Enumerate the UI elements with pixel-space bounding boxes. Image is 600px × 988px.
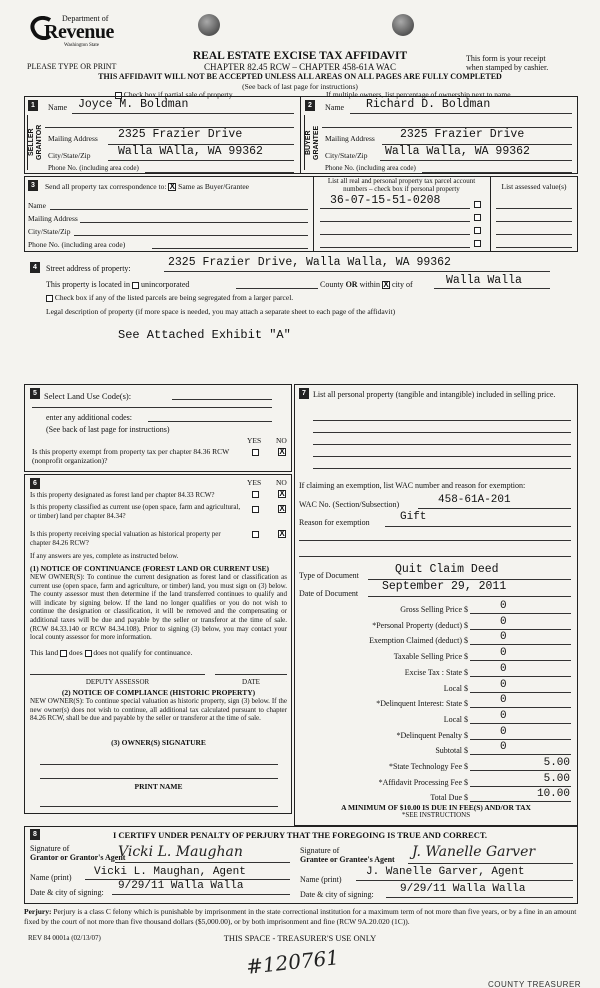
or-label: OR xyxy=(345,280,358,289)
buyer-address-label: Mailing Address xyxy=(325,134,375,143)
unincorporated-label: unincorporated xyxy=(140,280,190,289)
deputy-date-label: DATE xyxy=(242,678,260,686)
fee-value[interactable]: 0 xyxy=(500,710,507,722)
reason-label: Reason for exemption xyxy=(299,518,370,527)
fee-label: *Delinquent Penalty $ xyxy=(396,731,468,740)
if-yes-note: If any answers are yes, complete as instructed below. xyxy=(30,552,179,560)
grantee-printed-name[interactable]: J. Wanelle Garver, Agent xyxy=(366,866,525,878)
located-in-label: This property is located in xyxy=(46,280,130,289)
fee-label: *Affidavit Processing Fee $ xyxy=(378,778,468,787)
this-land-label: This land xyxy=(30,648,59,657)
fee-underline xyxy=(470,660,571,661)
grantor-sig-label-1: Signature of xyxy=(30,844,70,853)
form-instructions: (See back of last page for instructions) xyxy=(242,82,358,91)
fee-underline xyxy=(470,644,571,645)
buyer-name[interactable]: Richard D. Boldman xyxy=(366,98,491,111)
fee-label: *Delinquent Interest: State $ xyxy=(376,699,468,708)
partial-sale-label: Check box if partial sale of property xyxy=(123,90,233,99)
historic-yes-checkbox[interactable] xyxy=(252,531,259,538)
owner-signature-title: (3) OWNER(S) SIGNATURE xyxy=(111,738,206,747)
personal-property-checkbox-1[interactable] xyxy=(474,201,481,208)
fee-underline xyxy=(470,770,571,771)
grantee-date-city[interactable]: 9/29/11 Walla Walla xyxy=(400,883,526,895)
fee-label: Local $ xyxy=(443,684,468,693)
grantee-sig-label-1: Signature of xyxy=(300,846,340,855)
land-use-yes-header: YES xyxy=(247,436,262,445)
receipt-note-1: This form is your receipt xyxy=(466,54,546,63)
buyer-phone-label: Phone No. (including area code) xyxy=(325,164,416,172)
wac-number[interactable]: 458-61A-201 xyxy=(438,494,511,506)
same-as-buyer-checkbox[interactable]: X xyxy=(169,182,175,192)
property-street[interactable]: 2325 Frazier Drive, Walla Walla, WA 99362 xyxy=(168,256,451,269)
seller-side-label: SELLER GRANTOR xyxy=(27,115,43,170)
type-or-print: PLEASE TYPE OR PRINT xyxy=(27,62,117,71)
fee-value[interactable]: 0 xyxy=(500,616,507,628)
fee-label: *Personal Property (deduct) $ xyxy=(372,621,468,630)
does-not-label: does not xyxy=(93,648,119,657)
fee-underline xyxy=(470,676,571,677)
fee-label: Taxable Selling Price $ xyxy=(393,652,468,661)
unincorporated-checkbox[interactable] xyxy=(132,282,139,289)
segregated-checkbox[interactable] xyxy=(46,295,53,302)
fee-label: Local $ xyxy=(443,715,468,724)
fee-value[interactable]: 0 xyxy=(500,694,507,706)
fee-underline xyxy=(470,707,571,708)
wac-label: WAC No. (Section/Subsection) xyxy=(299,500,400,509)
notice-compliance-text: NEW OWNER(S): To continue special valuation as historic property, sign (3) below. If the new owner(s) does not wish to continue, all additional tax calculated pursuant to chapter 84.26 RCW, shall be due and payable by the seller or transferor at the time of sale. xyxy=(30,697,287,723)
print-name-label: PRINT NAME xyxy=(134,782,183,791)
section-3-number: 3 xyxy=(28,180,38,191)
personal-property-checkbox-2[interactable] xyxy=(474,214,481,221)
corr-heading-row xyxy=(45,182,249,191)
seller-name[interactable]: Joyce M. Boldman xyxy=(78,98,189,111)
doc-date-label: Date of Document xyxy=(299,589,359,598)
corr-heading: Send all property tax correspondence to: xyxy=(45,182,167,191)
perjury-note xyxy=(24,907,578,926)
section-6 xyxy=(24,474,292,814)
buyer-city[interactable]: Walla Walla, WA 99362 xyxy=(385,145,530,158)
within-city-checkbox[interactable]: X xyxy=(383,280,389,290)
doc-type-label: Type of Document xyxy=(299,571,359,580)
fee-value[interactable]: 0 xyxy=(500,631,507,643)
grantee-date-label: Date & city of signing: xyxy=(300,890,374,899)
grantor-date-city[interactable]: 9/29/11 Walla Walla xyxy=(118,880,244,892)
form-warning: THIS AFFIDAVIT WILL NOT BE ACCEPTED UNLESS ALL AREAS ON ALL PAGES ARE FULLY COMPLETED xyxy=(98,72,502,81)
perjury-label: Perjury: xyxy=(24,907,52,916)
section-1-number: 1 xyxy=(28,100,38,111)
forest-question: Is this property designated as forest land per chapter 84.33 RCW? xyxy=(30,491,215,499)
notice-continuance-title: (1) NOTICE OF CONTINUANCE (FOREST LAND OR CURRENT USE) xyxy=(30,564,270,573)
historic-no-checkbox[interactable]: X xyxy=(279,529,285,538)
property-city[interactable]: Walla Walla xyxy=(446,274,522,287)
fee-value[interactable]: 0 xyxy=(500,663,507,675)
city-of-label: city of xyxy=(392,280,413,289)
legal-label: Legal description of property (if more space is needed, you may attach a separate sheet to each page of the affidavit) xyxy=(46,307,396,316)
this-land-row xyxy=(30,648,192,657)
receipt-note-2: when stamped by cashier. xyxy=(466,63,549,72)
see-instructions-note: *SEE INSTRUCTIONS xyxy=(401,811,471,819)
fee-label: Subtotal $ xyxy=(435,746,468,755)
same-as-buyer-label: Same as Buyer/Grantee xyxy=(178,182,249,191)
s6-yes-header: YES xyxy=(247,478,262,487)
buyer-city-label: City/State/Zip xyxy=(325,151,368,160)
fee-value[interactable]: 5.00 xyxy=(543,773,570,785)
seller-address-label: Mailing Address xyxy=(48,134,98,143)
section-7-number: 7 xyxy=(299,388,309,399)
corr-address-label: Mailing Address xyxy=(28,214,78,223)
exemption-heading: If claiming an exemption, list WAC number and reason for exemption: xyxy=(299,481,526,490)
parcel-heading-2: numbers – check box if personal property xyxy=(343,185,460,193)
fee-label: Total Due $ xyxy=(430,793,468,802)
grantor-printed-name[interactable]: Vicki L. Maughan, Agent xyxy=(94,866,246,878)
parcel-heading-1: List all real and personal property tax parcel account xyxy=(327,177,476,185)
corr-city-label: City/State/Zip xyxy=(28,227,71,236)
county-treasurer-stamp: COUNTY TREASURER xyxy=(488,980,582,988)
fee-underline xyxy=(470,739,571,740)
historic-question: Is this property receiving special valuation as historical property per chapter 84.26 RCW? xyxy=(30,530,221,547)
within-label: within xyxy=(359,280,381,289)
perjury-text: Perjury is a class C felony which is punishable by imprisonment in the state correctional institution for a maximum term of not more than five years, or by a fine in an amount fixed by the court of not more than five thousand dollars ($5,000.00), or by both imprisonment and fine (RCW 9A.20.020 (1C)). xyxy=(24,907,577,926)
land-use-heading: Select Land Use Code(s): xyxy=(44,391,132,401)
segregated-row xyxy=(46,293,293,302)
grantee-name-label: Name (print) xyxy=(300,875,342,884)
section-4-number: 4 xyxy=(30,262,40,273)
parcel-number[interactable]: 36-07-15-51-0208 xyxy=(330,194,441,207)
land-use-no-header: NO xyxy=(276,436,287,445)
fee-value[interactable]: 0 xyxy=(500,679,507,691)
grantee-sig-label-2: Grantee or Grantee's Agent xyxy=(300,855,395,864)
dept-name: Revenue xyxy=(44,21,114,43)
treasurer-use-only: THIS SPACE - TREASURER'S USE ONLY xyxy=(223,933,377,943)
form-title: REAL ESTATE EXCISE TAX AFFIDAVIT xyxy=(192,50,408,62)
certify-statement: I CERTIFY UNDER PENALTY OF PERJURY THAT THE FOREGOING IS TRUE AND CORRECT. xyxy=(112,830,487,840)
section-8-number: 8 xyxy=(30,829,40,840)
does-not-checkbox[interactable] xyxy=(85,650,92,657)
fee-label: Excise Tax : State $ xyxy=(404,668,468,677)
forest-yes-checkbox[interactable] xyxy=(252,491,259,498)
doc-date[interactable]: September 29, 2011 xyxy=(382,580,507,593)
corr-phone-label: Phone No. (including area code) xyxy=(28,240,126,249)
fee-value[interactable]: 0 xyxy=(500,726,507,738)
punch-hole-left xyxy=(198,14,220,36)
notice-compliance-title: (2) NOTICE OF COMPLIANCE (HISTORIC PROPERTY) xyxy=(61,688,256,697)
exempt-no-checkbox[interactable]: X xyxy=(279,447,285,456)
exempt-question: Is this property exempt from property tax per chapter 84.36 RCW (nonprofit organization)? xyxy=(32,447,230,465)
seller-name-label: Name xyxy=(48,103,68,112)
current-use-question: Is this property classified as current use (open space, farm and agricultural, or timber) land per chapter 84.34? xyxy=(30,503,241,520)
grantor-name-label: Name (print) xyxy=(30,873,72,882)
minimum-note: A MINIMUM OF $10.00 IS DUE IN FEE(S) AND/OR TAX xyxy=(341,803,531,812)
doc-type[interactable]: Quit Claim Deed xyxy=(395,563,499,576)
seller-phone-label: Phone No. (including area code) xyxy=(48,164,139,172)
current-use-yes-checkbox[interactable] xyxy=(252,506,259,513)
fee-value[interactable]: 0 xyxy=(500,600,507,612)
located-row xyxy=(46,280,189,289)
does-checkbox[interactable] xyxy=(60,650,67,657)
segregated-label: Check box if any of the listed parcels are being segregated from a larger parcel. xyxy=(54,293,294,302)
fee-label: *State Technology Fee $ xyxy=(388,762,468,771)
deputy-assessor-label: DEPUTY ASSESSOR xyxy=(85,678,150,686)
fee-underline xyxy=(470,754,571,755)
fee-label: Gross Selling Price $ xyxy=(400,605,468,614)
buyer-side-label: BUYER GRANTEE xyxy=(304,115,320,170)
personal-property-checkbox-3[interactable] xyxy=(474,227,481,234)
fee-value[interactable]: 0 xyxy=(500,741,507,753)
buyer-address[interactable]: 2325 Frazier Drive xyxy=(400,128,525,141)
section-2-number: 2 xyxy=(305,100,315,111)
fee-underline xyxy=(470,786,571,787)
grantee-signature[interactable]: J. Wanelle Garver xyxy=(412,844,536,860)
seller-address[interactable]: 2325 Frazier Drive xyxy=(118,128,243,141)
dept-state: Washington State xyxy=(64,43,100,48)
s6-no-header: NO xyxy=(276,478,287,487)
exempt-yes-checkbox[interactable] xyxy=(252,449,259,456)
notice-continuance-text: NEW OWNER(S): To continue the current designation as forest land or classification as current use (open space, farm and agriculture, or timber) land, you must sign on (3) below. The county assessor must then determine if the land transferred continues to qualify and will indicate by signing below. If the land no longer qualifies or you do not wish to continue the designation or classification, it will be removed and the compensating or additional taxes will be due and payable by the seller or transferor at the time of sale. (RCW 84.33.140 or RCW 84.34.108). Prior to signing (3) below, you may contact your local county assessor for more information. xyxy=(30,573,287,642)
additional-codes-label: enter any additional codes: xyxy=(46,413,132,422)
fee-underline xyxy=(470,613,571,614)
form-revision: REV 84 0001a (02/13/07) xyxy=(28,934,101,942)
grantor-signature[interactable]: Vicki L. Maughan xyxy=(118,844,243,860)
seller-city[interactable]: Walla WAlla, WA 99362 xyxy=(118,145,263,158)
current-use-no-checkbox[interactable]: X xyxy=(279,504,285,513)
corr-name-label: Name xyxy=(28,201,46,210)
exemption-reason[interactable]: Gift xyxy=(400,511,427,523)
county-row xyxy=(320,280,413,289)
grantor-sig-label-2: Grantor or Grantor's Agent xyxy=(30,853,126,862)
grantor-date-label: Date & city of signing: xyxy=(30,888,104,897)
fee-underline xyxy=(470,723,571,724)
personal-property-heading: List all personal property (tangible and intangible) included in selling price. xyxy=(313,390,556,399)
form-chapter: CHAPTER 82.45 RCW – CHAPTER 458-61A WAC xyxy=(204,62,396,72)
buyer-name-label: Name xyxy=(325,103,345,112)
seller-city-label: City/State/Zip xyxy=(48,151,91,160)
fee-label: Exemption Claimed (deduct) $ xyxy=(369,636,468,645)
legal-description[interactable]: See Attached Exhibit "A" xyxy=(118,328,291,342)
fee-value[interactable]: 0 xyxy=(500,647,507,659)
qualify-label: qualify for continuance. xyxy=(120,648,193,657)
section-6-number: 6 xyxy=(30,478,40,489)
street-label: Street address of property: xyxy=(46,264,131,273)
forest-no-checkbox[interactable]: X xyxy=(279,489,285,498)
section-5-number: 5 xyxy=(30,388,40,399)
personal-property-checkbox-4[interactable] xyxy=(474,240,481,247)
fee-value[interactable]: 10.00 xyxy=(536,788,570,800)
punch-hole-right xyxy=(392,14,414,36)
fee-underline xyxy=(470,692,571,693)
assessed-heading: List assessed value(s) xyxy=(501,182,567,191)
handwritten-number: #120761 xyxy=(245,945,341,979)
does-label: does xyxy=(68,648,83,657)
fee-underline xyxy=(470,629,571,630)
fee-value[interactable]: 5.00 xyxy=(543,757,570,769)
county-label: County xyxy=(320,280,344,289)
multiple-owners-note: If multiple owners, list percentage of ownership next to name. xyxy=(326,90,513,99)
dept-top: Department of xyxy=(62,14,109,23)
land-use-see-back: (See back of last page for instructions) xyxy=(46,425,170,434)
fee-underline xyxy=(470,801,571,802)
